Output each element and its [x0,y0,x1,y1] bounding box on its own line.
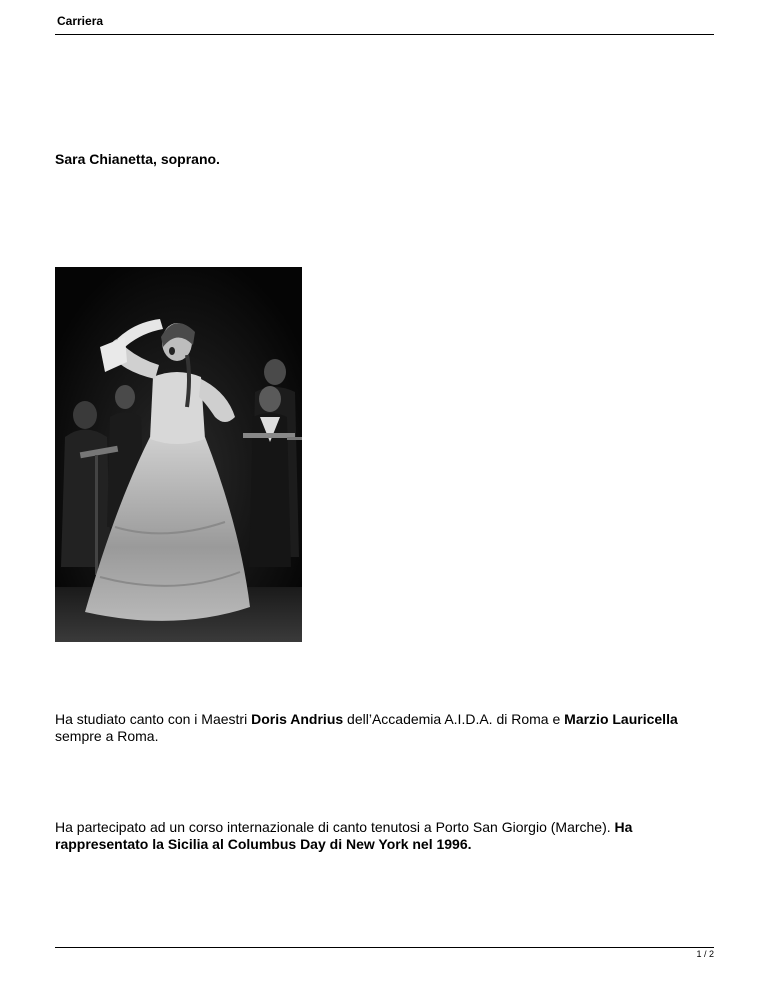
document-title: Sara Chianetta, soprano. [55,151,220,167]
soprano-performance-photo-icon [55,267,302,642]
career-highlight: Ha rappresentato la Sicilia al Columbus Day di New York nel 1996. [55,819,633,852]
career-paragraph [55,819,725,853]
teacher-name-2: Marzio Lauricella [564,711,678,727]
training-text-2: dell’Accademia A.I.D.A. di Roma e [343,711,565,727]
header-divider [55,34,714,35]
teacher-name-1: Doris Andrius [251,711,344,727]
training-text-3: sempre a Roma. [55,728,159,744]
page-number: 1 / 2 [696,949,714,959]
training-text-1: Ha studiato canto con i Maestri [55,711,252,727]
page-header-title: Carriera [57,14,104,28]
soprano-photo [55,267,302,642]
training-paragraph [55,711,725,745]
footer-divider [55,947,714,948]
career-text-1: Ha partecipato ad un corso internazionale di canto tenutosi a Porto San Giorgio (Marche). [55,819,615,835]
